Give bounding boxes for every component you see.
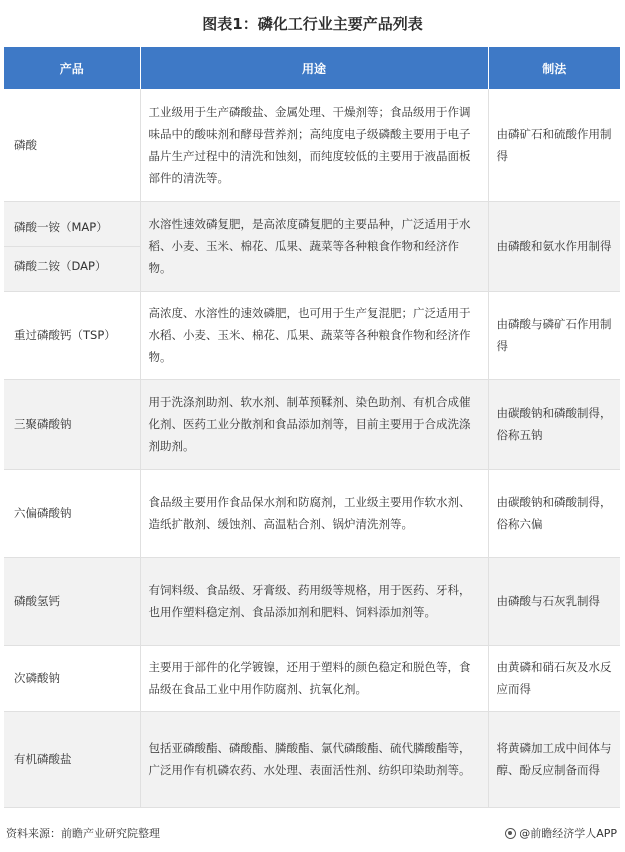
product-cell bbox=[4, 201, 140, 291]
brand-credit bbox=[505, 825, 617, 841]
product-cell: 重过磷酸钙（TSP） bbox=[4, 291, 140, 379]
product-cell: 三聚磷酸钠 bbox=[4, 379, 140, 469]
table-header-row bbox=[4, 47, 620, 89]
method-cell: 由磷矿石和硫酸作用制得 bbox=[488, 89, 620, 201]
product-cell: 磷酸氢钙 bbox=[4, 557, 140, 645]
product-cell: 次磷酸钠 bbox=[4, 645, 140, 711]
method-cell: 由磷酸与石灰乳制得 bbox=[488, 557, 620, 645]
table-row bbox=[4, 557, 620, 645]
page-title: 图表1：磷化工行业主要产品列表 bbox=[202, 14, 423, 33]
method-cell: 由碳酸钠和磷酸制得，俗称六偏 bbox=[488, 469, 620, 557]
use-cell: 有饲料级、食品级、牙膏级、药用级等规格，用于医药、牙科，也用作塑料稳定剂、食品添加剂和肥料、饲料添加剂等。 bbox=[140, 557, 488, 645]
table-row bbox=[4, 711, 620, 807]
method-cell: 由黄磷和硝石灰及水反应而得 bbox=[488, 645, 620, 711]
header-use: 用途 bbox=[140, 47, 488, 89]
brand-logo-icon bbox=[505, 828, 516, 839]
header-method: 制法 bbox=[488, 47, 620, 89]
use-cell: 工业级用于生产磷酸盐、金属处理、干燥剂等；食品级用于作调味品中的酸味剂和酵母营养剂；高纯度电子级磷酸主要用于电子晶片生产过程中的清洗和蚀刻，而纯度较低的主要用于液晶面板部件的清洗等。 bbox=[140, 89, 488, 201]
use-cell: 高浓度、水溶性的速效磷肥，也可用于生产复混肥；广泛适用于水稻、小麦、玉米、棉花、瓜果、蔬菜等各种粮食作物和经济作物。 bbox=[140, 291, 488, 379]
header-product: 产品 bbox=[4, 47, 140, 89]
product-table bbox=[4, 47, 620, 808]
table-row bbox=[4, 469, 620, 557]
table-row bbox=[4, 291, 620, 379]
use-cell: 用于洗涤剂助剂、软水剂、制革预鞣剂、染色助剂、有机合成催化剂、医药工业分散剂和食品添加剂等，目前主要用于合成洗涤剂助剂。 bbox=[140, 379, 488, 469]
use-cell: 水溶性速效磷复肥，是高浓度磷复肥的主要品种，广泛适用于水稻、小麦、玉米、棉花、瓜果、蔬菜等各种粮食作物和经济作物。 bbox=[140, 201, 488, 291]
method-cell: 将黄磷加工成中间体与醇、酚反应制备而得 bbox=[488, 711, 620, 807]
product-cell: 六偏磷酸钠 bbox=[4, 469, 140, 557]
product-name-dap: 磷酸二铵（DAP） bbox=[4, 246, 140, 285]
use-cell: 包括亚磷酸酯、磷酸酯、膦酸酯、氯代磷酸酯、硫代膦酸酯等，广泛用作有机磷农药、水处理、表面活性剂、纺织印染助剂等。 bbox=[140, 711, 488, 807]
use-cell: 主要用于部件的化学镀镍，还用于塑料的颜色稳定和脱色等，食品级在食品工业中用作防腐剂、抗氧化剂。 bbox=[140, 645, 488, 711]
source-note: 资料来源：前瞻产业研究院整理 bbox=[6, 827, 160, 840]
product-cell: 磷酸 bbox=[4, 89, 140, 201]
table-row bbox=[4, 89, 620, 201]
table-row bbox=[4, 201, 620, 291]
method-cell: 由磷酸与磷矿石作用制得 bbox=[488, 291, 620, 379]
brand-text: @前瞻经济学人APP bbox=[519, 827, 617, 840]
use-cell: 食品级主要用作食品保水剂和防腐剂，工业级主要用作软水剂、造纸扩散剂、缓蚀剂、高温粘合剂、锅炉清洗剂等。 bbox=[140, 469, 488, 557]
product-cell: 有机磷酸盐 bbox=[4, 711, 140, 807]
table-row bbox=[4, 379, 620, 469]
method-cell: 由磷酸和氨水作用制得 bbox=[488, 201, 620, 291]
method-cell: 由碳酸钠和磷酸制得，俗称五钠 bbox=[488, 379, 620, 469]
table-row bbox=[4, 645, 620, 711]
product-name-map: 磷酸一铵（MAP） bbox=[14, 219, 108, 234]
